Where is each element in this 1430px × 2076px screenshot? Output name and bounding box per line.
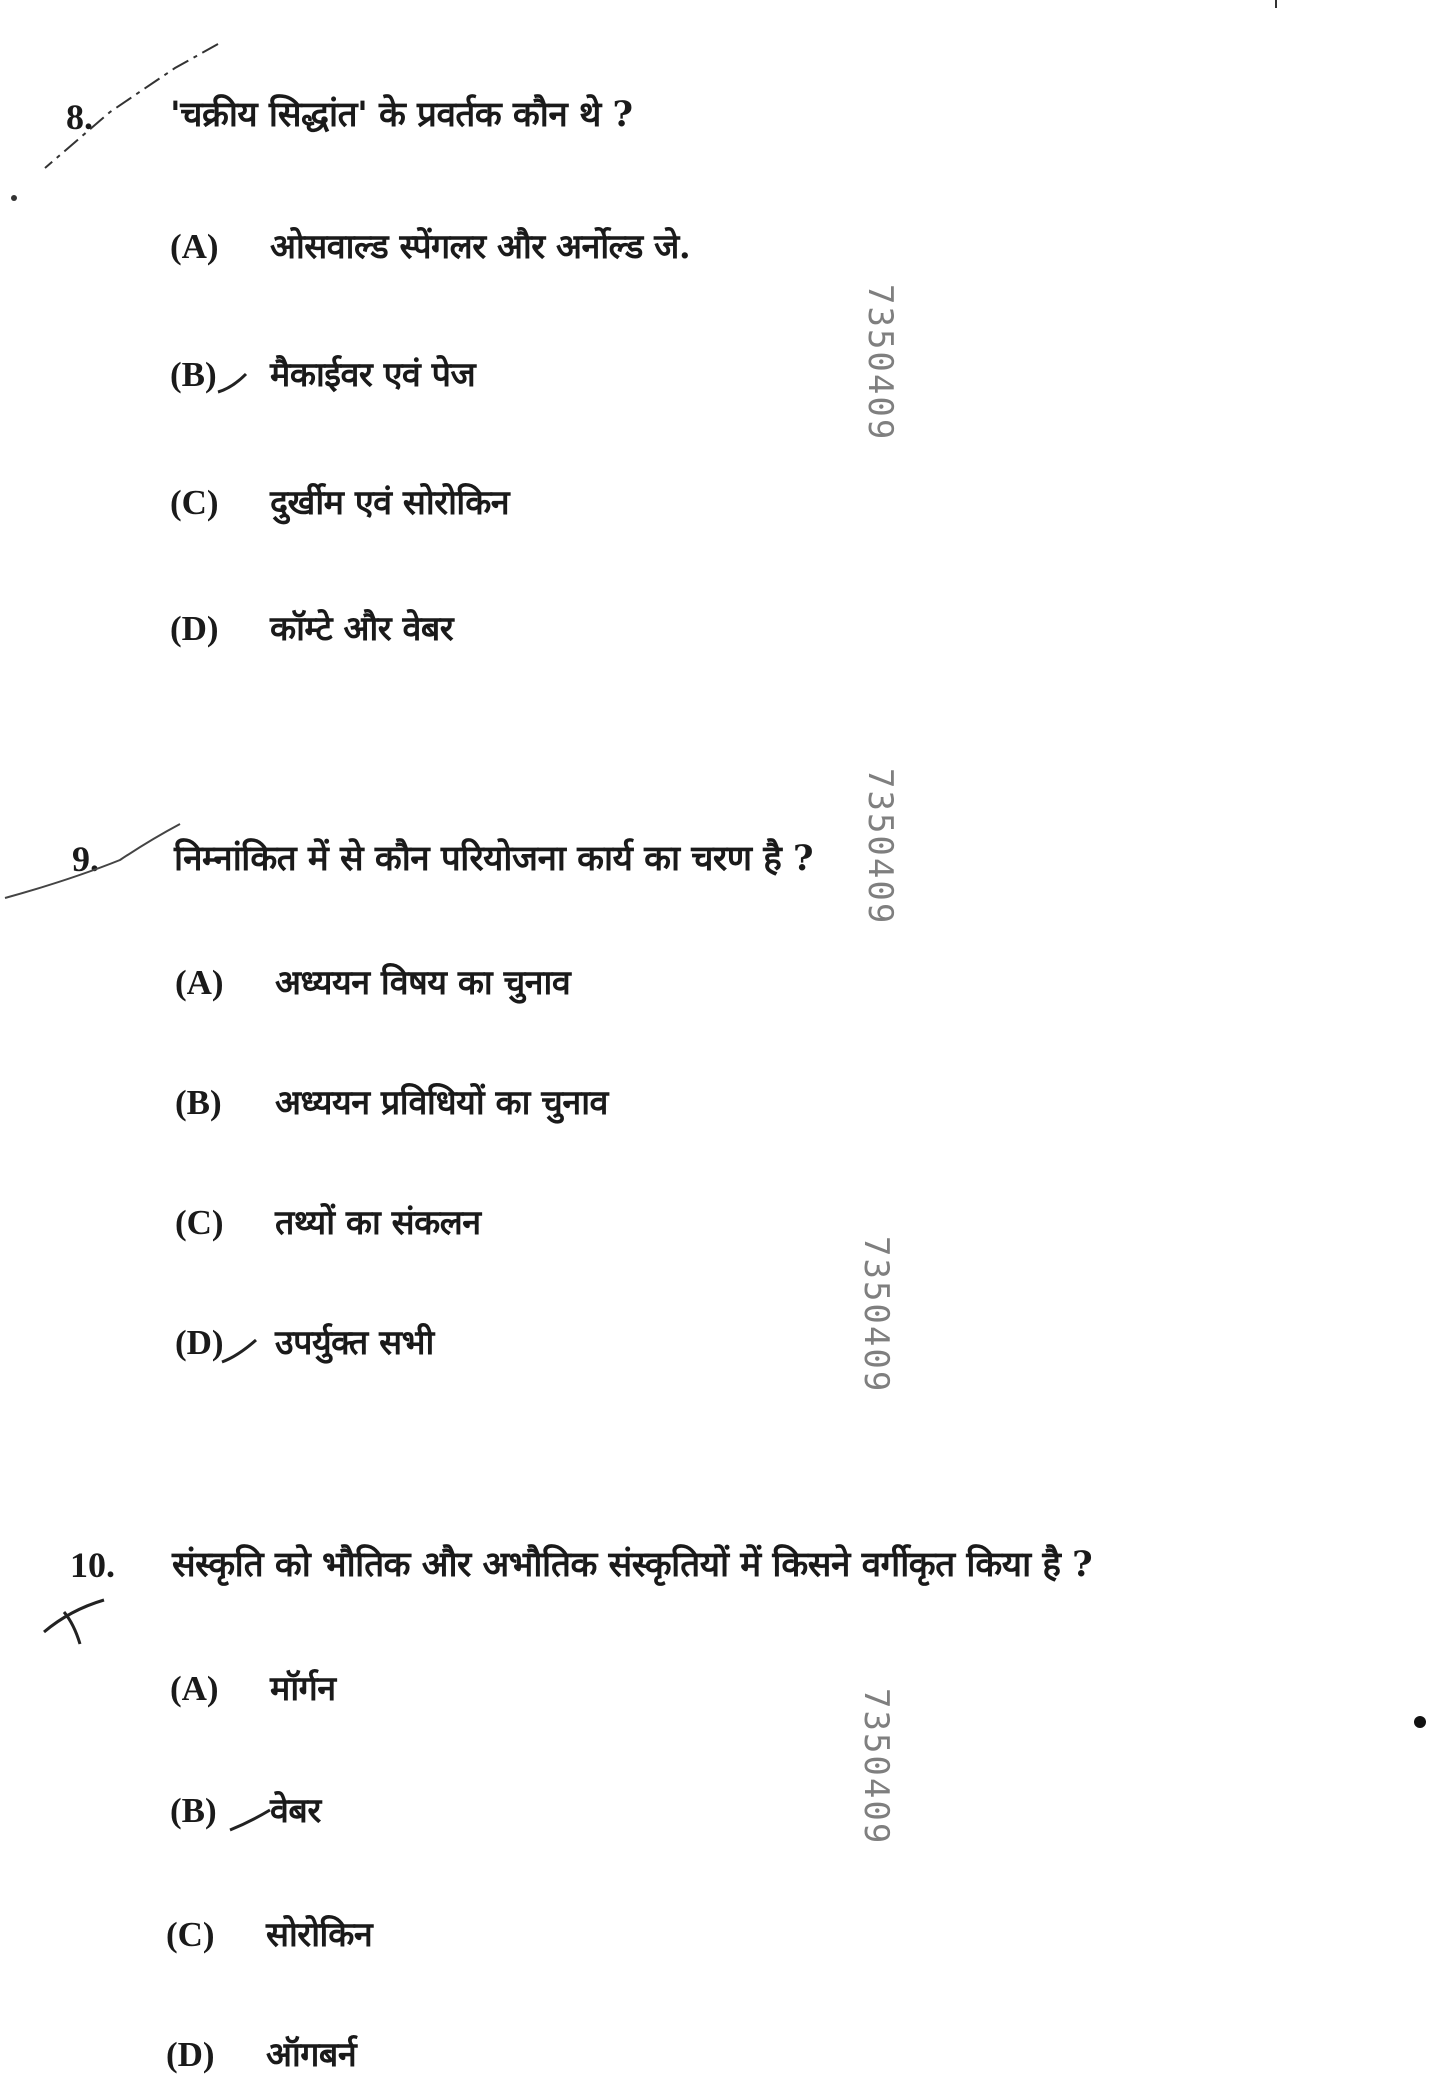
option-text: कॉम्टे और वेबर — [270, 609, 454, 649]
option-letter: (B) — [175, 1083, 222, 1122]
option-text: उपर्युक्त सभी — [275, 1323, 434, 1363]
serial-stamp: 7350409 — [856, 1688, 896, 1846]
option-a — [170, 1664, 336, 1710]
option-c — [166, 1910, 372, 1956]
option-a — [170, 222, 690, 268]
option-text: सोरोकिन — [266, 1915, 373, 1955]
option-letter: (C) — [166, 1915, 215, 1954]
option-text: मैकाईवर एवं पेज — [270, 355, 476, 395]
option-text: दुर्खीम एवं सोरोकिन — [270, 483, 510, 523]
serial-stamp: 7350409 — [860, 284, 900, 442]
option-letter: (A) — [170, 1669, 219, 1708]
ink-dot — [1414, 1716, 1426, 1728]
option-a — [175, 958, 570, 1004]
option-text: तथ्यों का संकलन — [275, 1203, 481, 1243]
option-letter: (A) — [175, 963, 224, 1002]
serial-stamp: 7350409 — [856, 1236, 896, 1394]
question-text: निम्नांकित में से कौन परियोजना कार्य का चरण है ? — [174, 838, 814, 879]
option-letter: (D) — [175, 1323, 224, 1362]
option-d — [170, 604, 453, 650]
serial-stamp: 7350409 — [860, 768, 900, 926]
option-b — [170, 1786, 321, 1832]
option-d — [166, 2030, 356, 2076]
option-letter: (D) — [166, 2035, 215, 2074]
option-c — [175, 1198, 481, 1244]
option-letter: (B) — [170, 355, 217, 394]
option-text: ऑगबर्न — [266, 2035, 357, 2075]
option-text: अध्ययन प्रविधियों का चुनाव — [275, 1083, 608, 1123]
option-text: वेबर — [270, 1791, 321, 1831]
ink-dot — [11, 195, 17, 201]
question-number: 8. — [66, 97, 93, 137]
option-text: अध्ययन विषय का चुनाव — [275, 963, 571, 1003]
cross-mark-q10 — [44, 1600, 104, 1632]
option-d — [175, 1318, 434, 1364]
option-text: मॉर्गन — [270, 1669, 336, 1709]
cross-mark-q10 — [64, 1612, 80, 1644]
option-text: ओसवाल्ड स्पेंगलर और अर्नोल्ड जे. — [270, 227, 691, 267]
question-number: 9. — [72, 839, 99, 879]
question-text: 'चक्रीय सिद्धांत' के प्रवर्तक कौन थे ? — [170, 94, 633, 135]
question-number: 10. — [70, 1545, 115, 1585]
option-c — [170, 478, 509, 524]
option-letter: (C) — [170, 483, 219, 522]
option-letter: (A) — [170, 227, 219, 266]
option-letter: (D) — [170, 609, 219, 648]
question-text: संस्कृति को भौतिक और अभौतिक संस्कृतियों में किसने वर्गीकृत किया है ? — [172, 1544, 1093, 1585]
option-b — [170, 350, 475, 396]
option-letter: (C) — [175, 1203, 224, 1242]
option-b — [175, 1078, 608, 1124]
option-letter: (B) — [170, 1791, 217, 1830]
